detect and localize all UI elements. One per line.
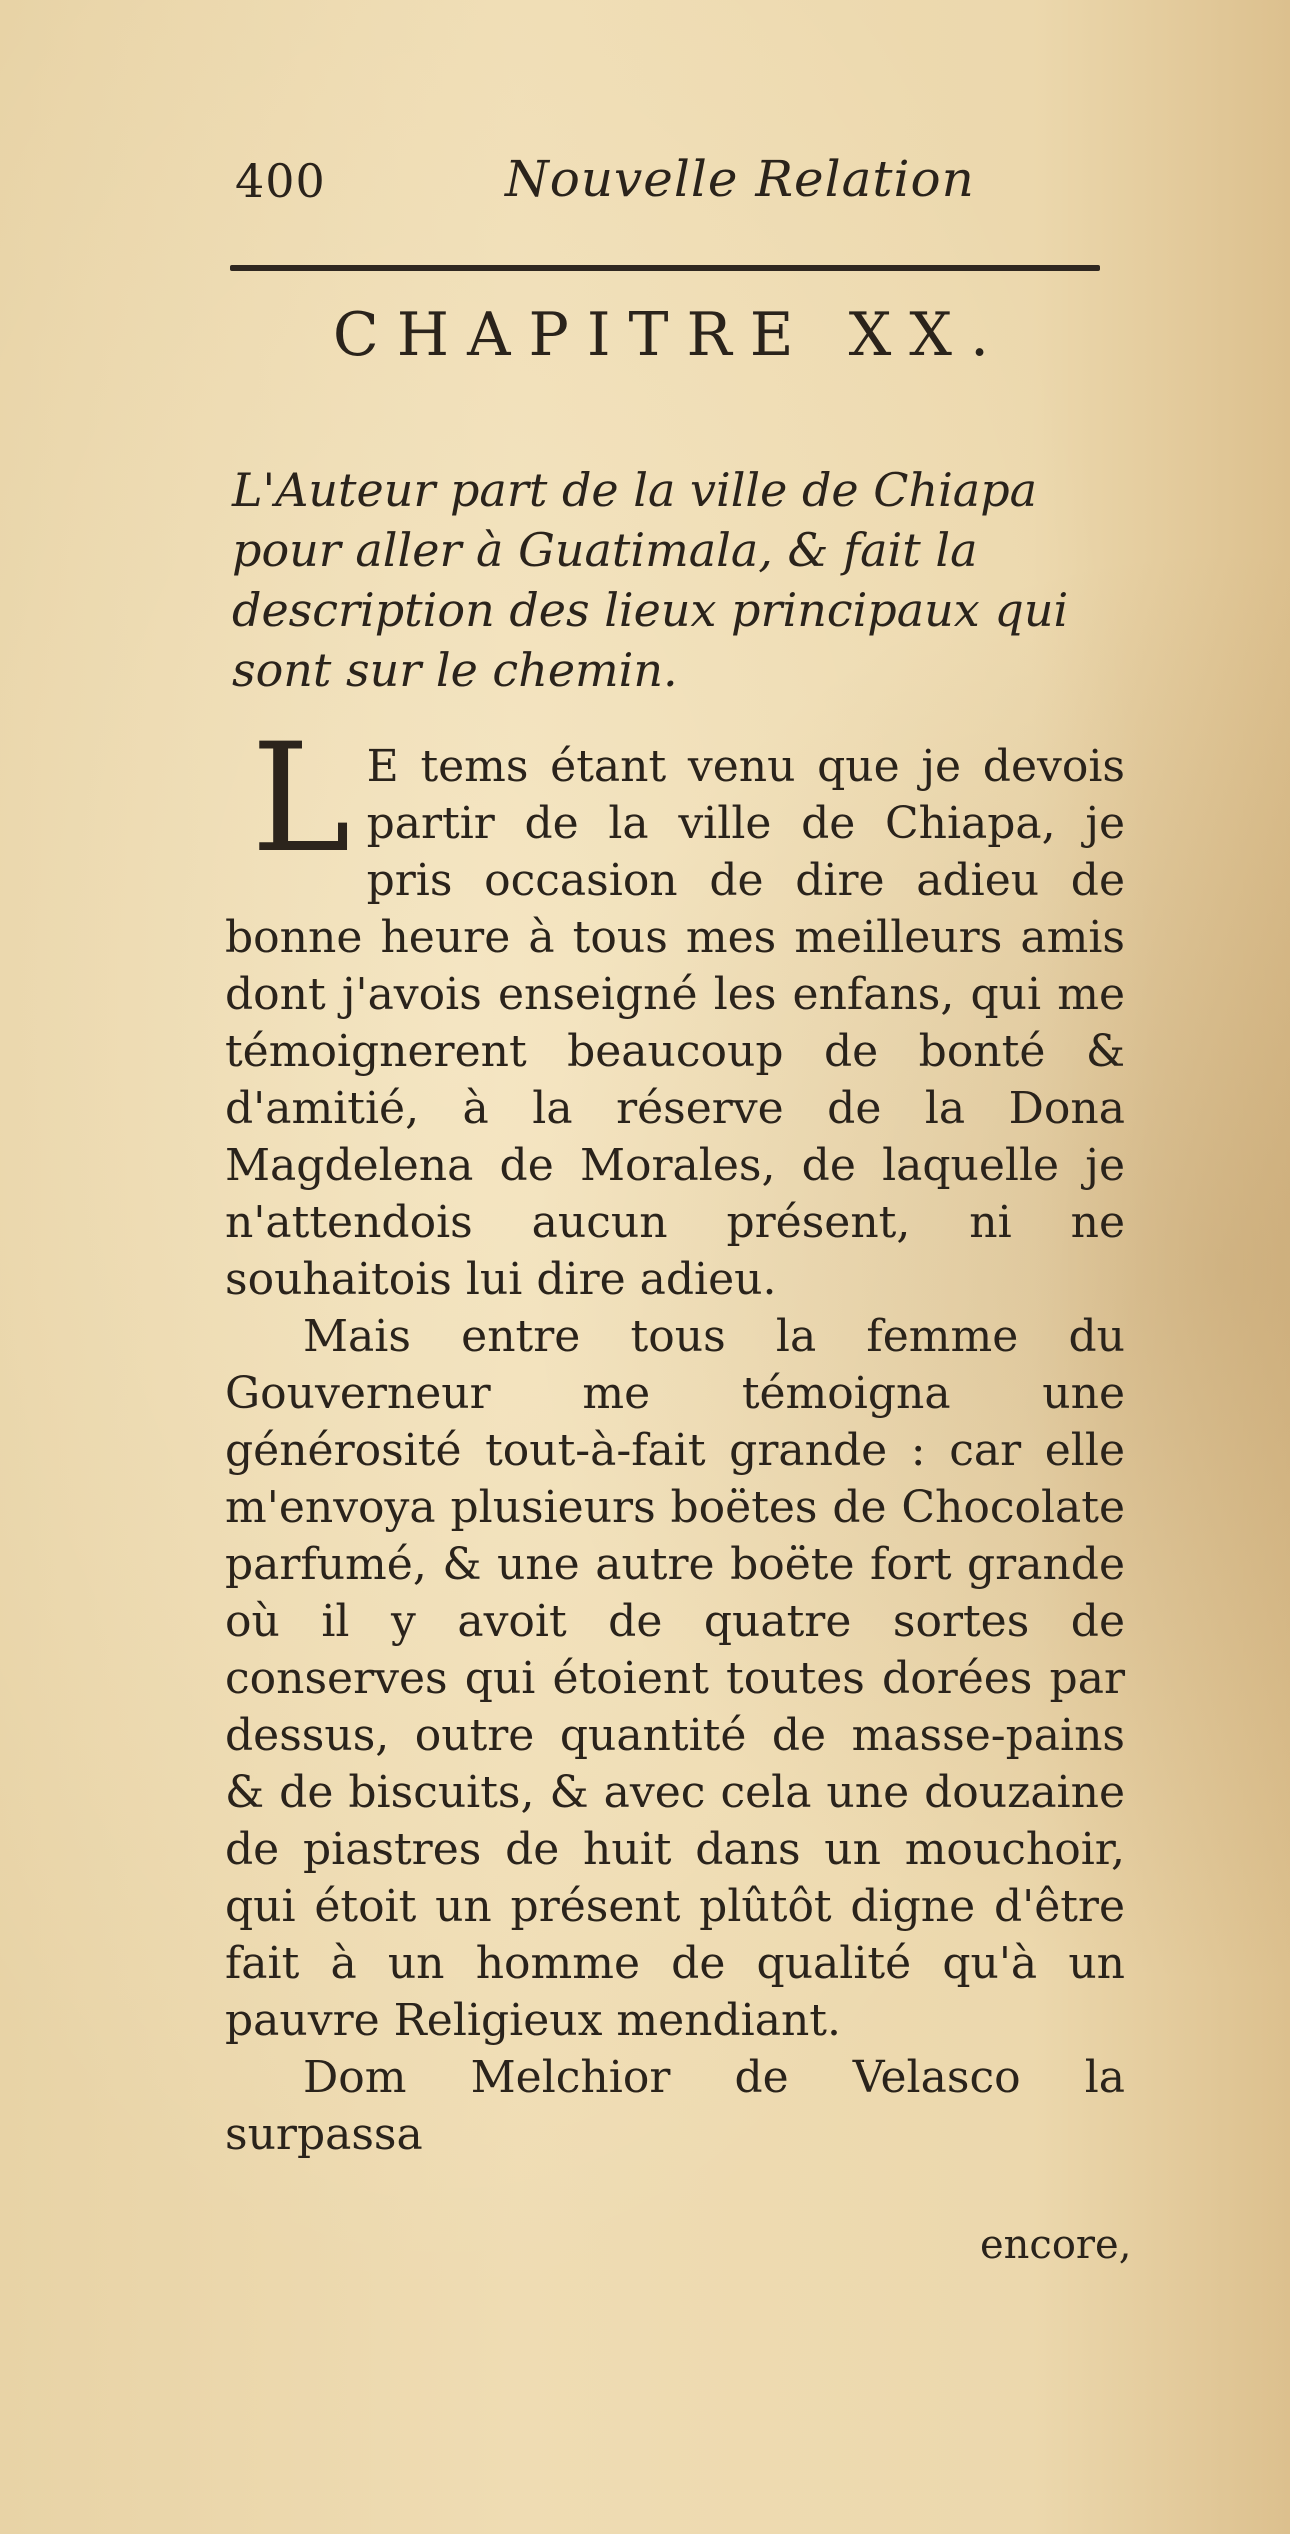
chapter-summary xyxy=(232,460,1122,700)
paragraph-3: Dom Melchior de Velasco la surpassa xyxy=(225,2052,1125,2160)
catchword: encore, xyxy=(980,2222,1132,2268)
body-text xyxy=(225,712,1125,2163)
running-head xyxy=(225,150,1105,210)
drop-cap: L xyxy=(251,712,351,886)
running-title: Nouvelle Relation xyxy=(505,150,975,208)
paragraph-2: Mais entre tous la femme du Gouverneur me témoigna une générosité tout-à-fait grande : car elle m'envoya plusieurs boëtes de Chocolate parfumé, & une autre boëte fort grande où il y avoit de quatre sortes de conserves qui étoient toutes dorées par dessus, outre quantité de masse-pains & de biscuits, & avec cela une douzaine de piastres de huit dans un mouchoir, qui étoit un présent plûtôt digne d'être fait à un homme de qualité qu'à un pauvre Religieux mendiant. xyxy=(225,1311,1125,2046)
paragraph-1 xyxy=(225,712,1125,1308)
chapter-summary-text: L'Auteur part de la ville de Chiapa pour aller à Guatimala, & fait la description des lieux principaux qui sont sur le chemin. xyxy=(232,463,1069,697)
paragraph-1-text: E tems étant venu que je devois partir de la ville de Chiapa, je pris occasion de dire adieu de bonne heure à tous mes meilleurs amis dont j'avois enseigné les enfans, qui me témoignerent beaucoup de bonté & d'amitié, à la réserve de la Dona Magdelena de Morales, de laquelle je n'attendois aucun présent, ni ne souhaitois lui dire adieu. xyxy=(225,741,1125,1305)
header-rule xyxy=(230,265,1100,271)
page-number: 400 xyxy=(235,154,326,208)
chapter-title: CHAPITRE XX. xyxy=(332,300,1008,370)
